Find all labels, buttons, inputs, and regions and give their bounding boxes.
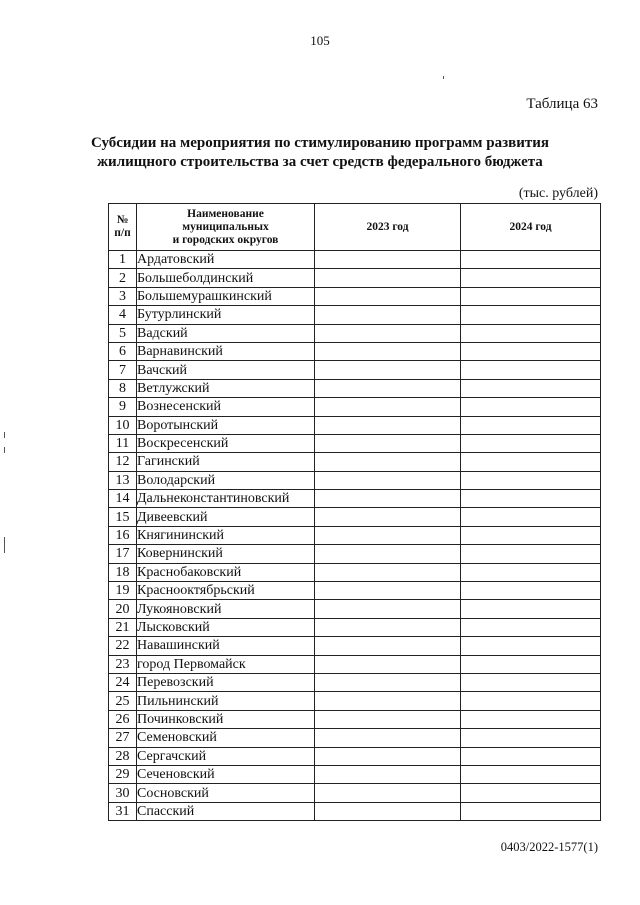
table-row <box>109 545 601 563</box>
row-number: 25 <box>109 692 137 710</box>
scan-mark <box>4 432 5 438</box>
row-number: 21 <box>109 618 137 636</box>
value-2024 <box>461 600 601 618</box>
municipality-name: Семеновский <box>137 729 315 747</box>
value-2024 <box>461 434 601 452</box>
table-row <box>109 784 601 802</box>
row-number: 16 <box>109 526 137 544</box>
page-number: 105 <box>310 33 330 48</box>
value-2023 <box>315 618 461 636</box>
value-2024 <box>461 637 601 655</box>
scan-mark <box>4 537 5 553</box>
table-row <box>109 747 601 765</box>
value-2023 <box>315 416 461 434</box>
municipality-name: Починковский <box>137 710 315 728</box>
municipality-name: Воскресенский <box>137 434 315 452</box>
value-2024 <box>461 784 601 802</box>
table-body <box>109 251 601 821</box>
table-row <box>109 379 601 397</box>
table-row <box>109 434 601 452</box>
row-number: 29 <box>109 765 137 783</box>
row-number: 19 <box>109 582 137 600</box>
value-2024 <box>461 453 601 471</box>
value-2023 <box>315 673 461 691</box>
table-label: Таблица 63 <box>526 96 598 112</box>
municipality-name: Перевозский <box>137 673 315 691</box>
document-title <box>70 134 570 172</box>
municipality-name: Краснобаковский <box>137 563 315 581</box>
value-2024 <box>461 269 601 287</box>
municipality-name: Дальнеконстантиновский <box>137 490 315 508</box>
table-row <box>109 324 601 342</box>
value-2023 <box>315 710 461 728</box>
municipality-name: Ковернинский <box>137 545 315 563</box>
column-header-name: Наименование муниципальных и городских округов <box>137 204 315 251</box>
row-number: 17 <box>109 545 137 563</box>
value-2024 <box>461 729 601 747</box>
row-number: 8 <box>109 379 137 397</box>
table-row <box>109 563 601 581</box>
value-2023 <box>315 379 461 397</box>
value-2024 <box>461 508 601 526</box>
value-2023 <box>315 655 461 673</box>
municipality-name: Дивеевский <box>137 508 315 526</box>
value-2024 <box>461 471 601 489</box>
value-2023 <box>315 434 461 452</box>
table-row <box>109 471 601 489</box>
document-code: 0403/2022-1577(1) <box>500 840 598 854</box>
row-number: 5 <box>109 324 137 342</box>
municipality-name: Ветлужский <box>137 379 315 397</box>
value-2023 <box>315 784 461 802</box>
municipality-name: Вачский <box>137 361 315 379</box>
municipality-name: Пильнинский <box>137 692 315 710</box>
value-2024 <box>461 324 601 342</box>
value-2024 <box>461 545 601 563</box>
value-2024 <box>461 582 601 600</box>
value-2023 <box>315 342 461 360</box>
value-2023 <box>315 361 461 379</box>
value-2023 <box>315 802 461 820</box>
value-2023 <box>315 269 461 287</box>
value-2023 <box>315 600 461 618</box>
row-number: 26 <box>109 710 137 728</box>
table-row <box>109 526 601 544</box>
table-header-row <box>109 204 601 251</box>
row-number: 31 <box>109 802 137 820</box>
municipality-name: Спасский <box>137 802 315 820</box>
table-row <box>109 765 601 783</box>
value-2024 <box>461 490 601 508</box>
row-number: 2 <box>109 269 137 287</box>
row-number: 18 <box>109 563 137 581</box>
value-2023 <box>315 251 461 269</box>
units-label: (тыс. рублей) <box>518 186 598 201</box>
table-row <box>109 729 601 747</box>
municipality-name: Княгининский <box>137 526 315 544</box>
value-2024 <box>461 802 601 820</box>
table-row <box>109 673 601 691</box>
value-2023 <box>315 747 461 765</box>
value-2023 <box>315 453 461 471</box>
row-number: 24 <box>109 673 137 691</box>
table-row <box>109 508 601 526</box>
row-number: 27 <box>109 729 137 747</box>
scan-mark <box>443 76 444 79</box>
value-2024 <box>461 342 601 360</box>
column-header-number: № п/п <box>109 204 137 251</box>
municipality-name: Большемурашкинский <box>137 287 315 305</box>
value-2024 <box>461 287 601 305</box>
municipality-name: Бутурлинский <box>137 306 315 324</box>
municipality-name: Варнавинский <box>137 342 315 360</box>
value-2024 <box>461 765 601 783</box>
value-2023 <box>315 471 461 489</box>
value-2024 <box>461 710 601 728</box>
value-2023 <box>315 324 461 342</box>
value-2024 <box>461 673 601 691</box>
row-number: 14 <box>109 490 137 508</box>
subsidy-table <box>108 203 601 821</box>
row-number: 23 <box>109 655 137 673</box>
municipality-name: город Первомайск <box>137 655 315 673</box>
value-2024 <box>461 747 601 765</box>
table-row <box>109 490 601 508</box>
table-row <box>109 692 601 710</box>
row-number: 15 <box>109 508 137 526</box>
table-row <box>109 655 601 673</box>
column-header-2024: 2024 год <box>461 204 601 251</box>
row-number: 7 <box>109 361 137 379</box>
value-2023 <box>315 692 461 710</box>
value-2023 <box>315 563 461 581</box>
row-number: 1 <box>109 251 137 269</box>
value-2024 <box>461 361 601 379</box>
value-2023 <box>315 398 461 416</box>
table-row <box>109 416 601 434</box>
row-number: 9 <box>109 398 137 416</box>
scan-mark <box>4 447 5 453</box>
column-header-2023: 2023 год <box>315 204 461 251</box>
value-2024 <box>461 416 601 434</box>
value-2023 <box>315 490 461 508</box>
value-2024 <box>461 398 601 416</box>
table-row <box>109 398 601 416</box>
table-row <box>109 710 601 728</box>
table-row <box>109 269 601 287</box>
municipality-name: Вознесенский <box>137 398 315 416</box>
table-row <box>109 637 601 655</box>
row-number: 3 <box>109 287 137 305</box>
value-2023 <box>315 306 461 324</box>
municipality-name: Володарский <box>137 471 315 489</box>
value-2023 <box>315 508 461 526</box>
value-2023 <box>315 765 461 783</box>
municipality-name: Сосновский <box>137 784 315 802</box>
value-2023 <box>315 729 461 747</box>
value-2024 <box>461 526 601 544</box>
table-row <box>109 453 601 471</box>
municipality-name: Лукояновский <box>137 600 315 618</box>
table-row <box>109 361 601 379</box>
title-line-1: Субсидии на мероприятия по стимулированию программ развития <box>90 135 549 151</box>
table-row <box>109 287 601 305</box>
municipality-name: Воротынский <box>137 416 315 434</box>
municipality-name: Ардатовский <box>137 251 315 269</box>
table-row <box>109 802 601 820</box>
municipality-name: Большеболдинский <box>137 269 315 287</box>
value-2024 <box>461 251 601 269</box>
municipality-name: Сеченовский <box>137 765 315 783</box>
value-2024 <box>461 655 601 673</box>
value-2024 <box>461 618 601 636</box>
row-number: 20 <box>109 600 137 618</box>
municipality-name: Краснооктябрьский <box>137 582 315 600</box>
table-row <box>109 342 601 360</box>
value-2024 <box>461 563 601 581</box>
row-number: 10 <box>109 416 137 434</box>
value-2023 <box>315 582 461 600</box>
table-row <box>109 251 601 269</box>
value-2023 <box>315 526 461 544</box>
municipality-name: Гагинский <box>137 453 315 471</box>
value-2023 <box>315 287 461 305</box>
municipality-name: Вадский <box>137 324 315 342</box>
table-row <box>109 306 601 324</box>
value-2023 <box>315 637 461 655</box>
row-number: 22 <box>109 637 137 655</box>
municipality-name: Сергачский <box>137 747 315 765</box>
row-number: 12 <box>109 453 137 471</box>
row-number: 30 <box>109 784 137 802</box>
value-2024 <box>461 379 601 397</box>
table-row <box>109 600 601 618</box>
value-2024 <box>461 306 601 324</box>
row-number: 6 <box>109 342 137 360</box>
value-2023 <box>315 545 461 563</box>
row-number: 13 <box>109 471 137 489</box>
municipality-name: Лысковский <box>137 618 315 636</box>
value-2024 <box>461 692 601 710</box>
title-line-2: жилищного строительства за счет средств федерального бюджета <box>97 154 543 170</box>
municipality-name: Навашинский <box>137 637 315 655</box>
row-number: 11 <box>109 434 137 452</box>
row-number: 28 <box>109 747 137 765</box>
table-row <box>109 582 601 600</box>
row-number: 4 <box>109 306 137 324</box>
table-row <box>109 618 601 636</box>
